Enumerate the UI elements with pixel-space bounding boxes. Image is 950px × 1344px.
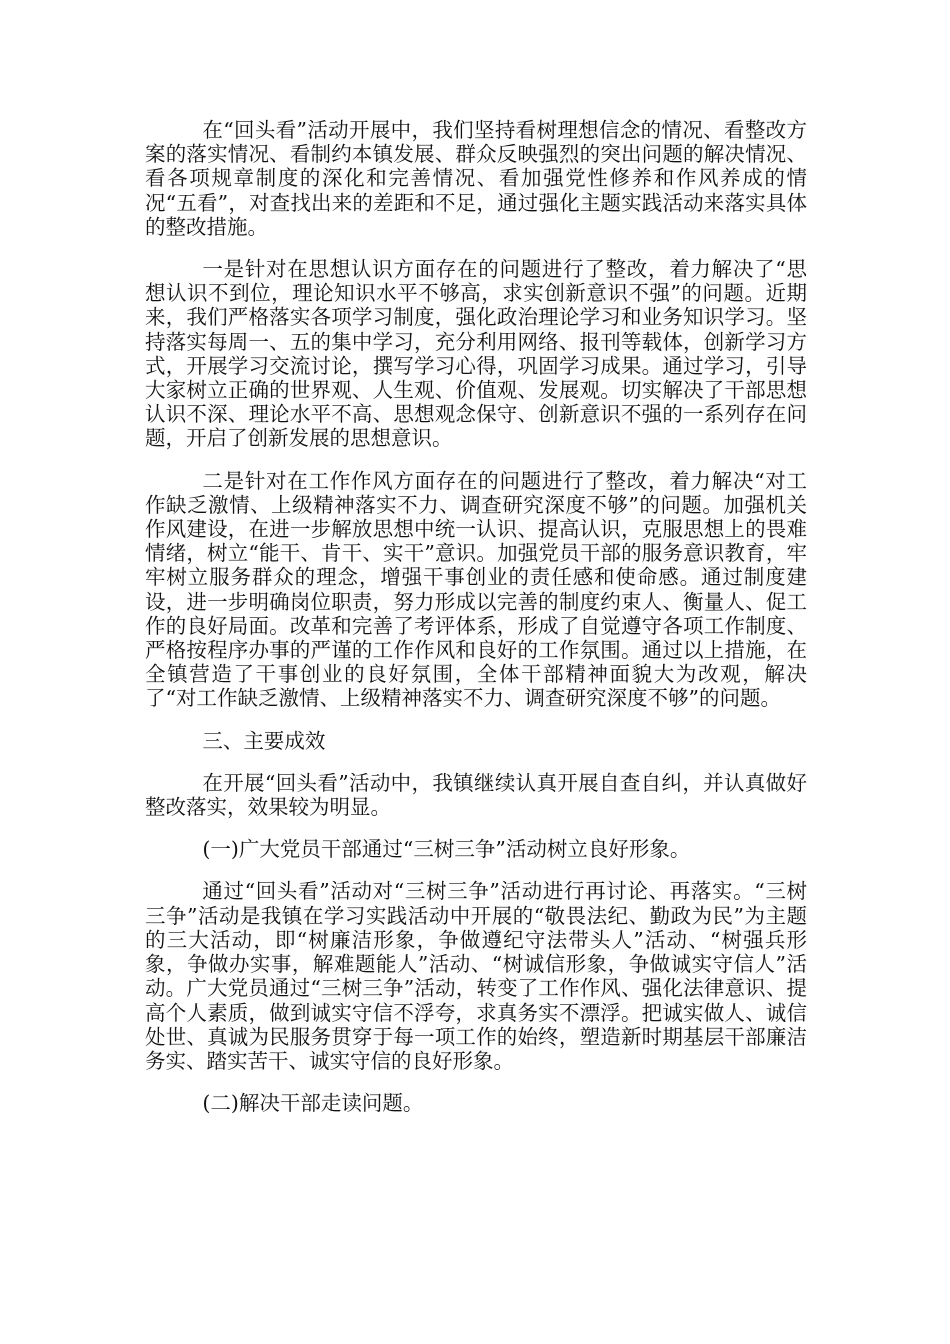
subheading-two: (二)解决干部走读问题。: [202, 1091, 424, 1116]
paragraph-workstyle-rectification: 二是针对在工作作风方面存在的问题进行了整改，着力解决“对工作缺乏激情、上级精神落实不力、调查研究深度不够”的问题。加强机关作风建设，在进一步解放思想中统一认识、提高认识，克服思想上的畏难情绪，树立“能干、肯干、实干”意识。加强党员干部的服务意识教育，牢牢树立服务群众的理念，增强干事创业的责任感和使命感。通过制度建设，进一步明确岗位职责，努力形成以完善的制度约束人、衡量人、促工作的良好局面。改革和完善了考评体系，形成了自觉遵守各项工作制度、严格按程序办事的严谨的工作作风和良好的工作氛围。通过以上措施，在全镇营造了干事创业的良好氛围，全体干部精神面貌大为改观，解决了“对工作缺乏激情、上级精神落实不力、调查研究深度不够”的问题。: [145, 468, 807, 711]
section-heading-main-results: 三、主要成效: [202, 728, 326, 753]
paragraph-thought-rectification: 一是针对在思想认识方面存在的问题进行了整改，着力解决了“思想认识不到位，理论知识水平不够高，求实创新意识不强”的问题。近期来，我们严格落实各项学习制度，强化政治理论学习和业务知识学习。坚持落实每周一、五的集中学习，充分利用网络、报刊等载体，创新学习方式，开展学习交流讨论，撰写学习心得，巩固学习成果。通过学习，引导大家树立正确的世界观、人生观、价值观、发展观。切实解决了干部思想认识不深、理论水平不高、思想观念保守、创新意识不强的一系列存在问题，开启了创新发展的思想意识。: [145, 257, 807, 451]
paragraph-intro: 在“回头看”活动开展中，我们坚持看树理想信念的情况、看整改方案的落实情况、看制约本镇发展、群众反映强烈的突出问题的解决情况、看各项规章制度的深化和完善情况、看加强党性修养和作风养成的情况“五看”，对查找出来的差距和不足，通过强化主题实践活动来落实具体的整改措施。: [145, 118, 807, 239]
subheading-one: (一)广大党员干部通过“三树三争”活动树立良好形象。: [202, 837, 691, 862]
paragraph-results-intro: 在开展“回头看”活动中，我镇继续认真开展自查自纠，并认真做好整改落实，效果较为明显。: [145, 770, 807, 820]
document-body: [145, 118, 807, 1133]
paragraph-three-trees: 通过“回头看”活动对“三树三争”活动进行再讨论、再落实。“三树三争”活动是我镇在学习实践活动中开展的“敬畏法纪、勤政为民”为主题的三大活动，即“树廉洁形象，争做遵纪守法带头人”活动、“树强兵形象，争做办实事，解难题能人”活动、“树诚信形象，争做诚实守信人”活动。广大党员通过“三树三争”活动，转变了工作作风、强化法律意识、提高个人素质，做到诚实守信不浮夸，求真务实不漂浮。把诚实做人、诚信处世、真诚为民服务贯穿于每一项工作的始终，塑造新时期基层干部廉洁务实、踏实苦干、诚实守信的良好形象。: [145, 879, 807, 1073]
